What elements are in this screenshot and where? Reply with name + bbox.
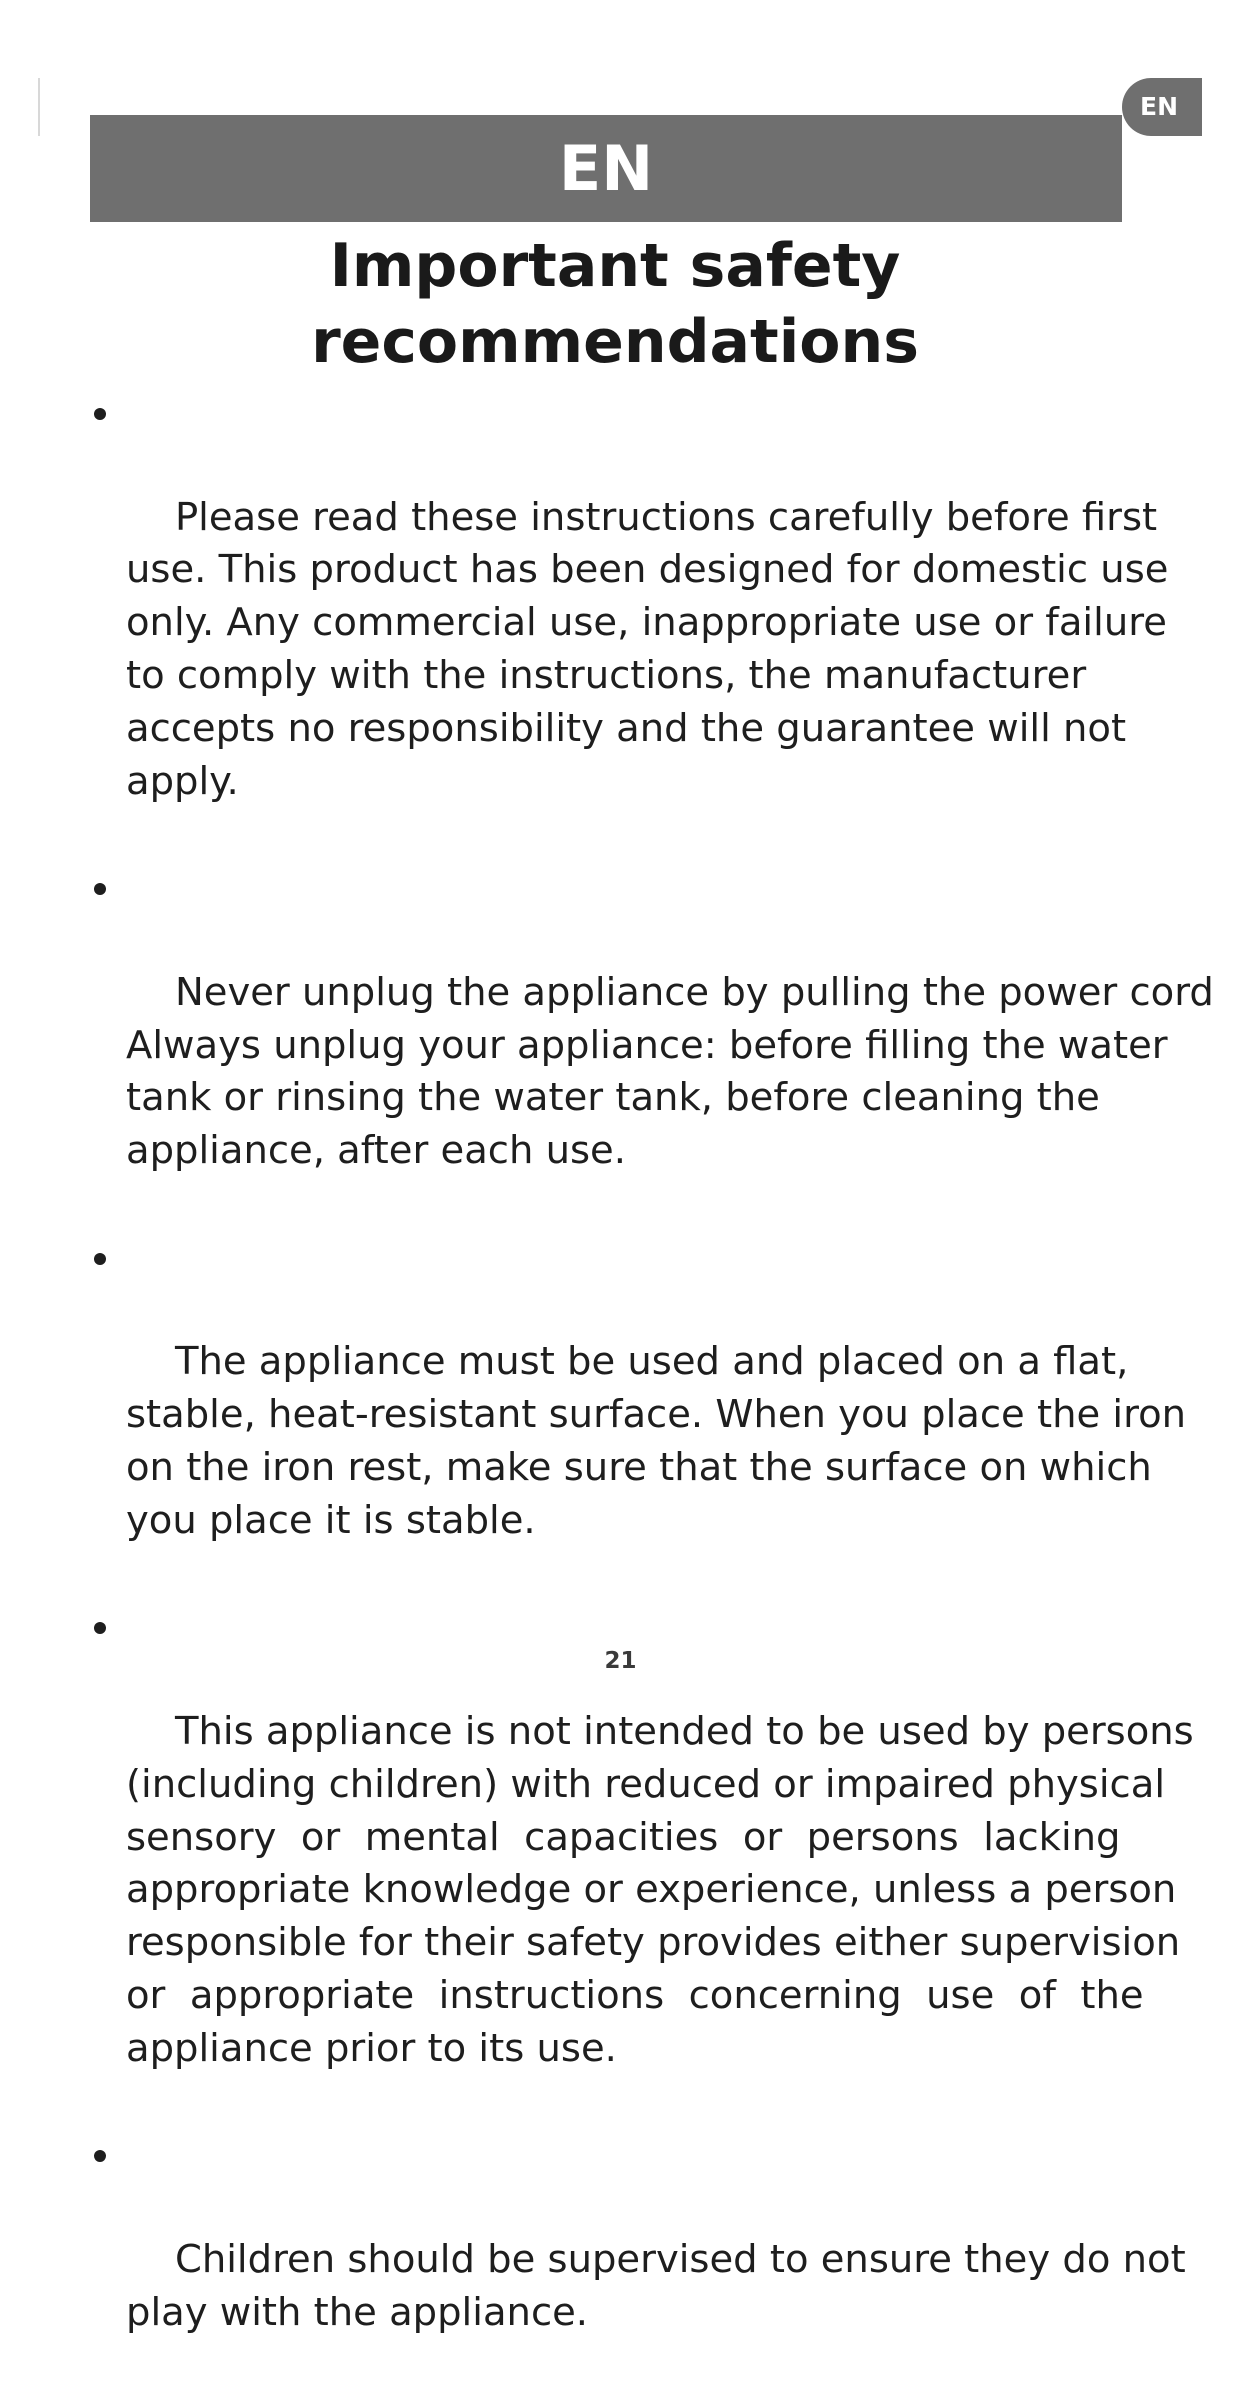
corner-tab-label: EN: [1140, 92, 1179, 121]
bullet-icon: [94, 883, 106, 895]
bullet-icon: [94, 1622, 106, 1634]
page-title: [90, 228, 1140, 380]
list-item-text: Children should be supervised to ensure they do not play with the appliance.: [126, 2236, 1186, 2335]
bullet-icon: [94, 1253, 106, 1265]
language-banner: [90, 115, 1122, 222]
page-number: 21: [604, 1648, 637, 1674]
list-item-text: Please read these instructions carefully before first use. This product has been designed for domestic use only. Any commercial use, inappropriate use or failure to comply with the instructions, the manufacturer accepts no responsibility and the guarantee will not apply.: [126, 494, 1169, 804]
list-item-text: This appliance is not intended to be used by persons (including children) with reduced or impaired physical sensory or mental capacities or persons lacking appropriate knowledge or experience, unless a person responsible for their safety provides either supervision or appropriate instructions concerning use of the appliance prior to its use.: [126, 1708, 1194, 2071]
bullet-icon: [94, 2150, 106, 2162]
list-item: [90, 2128, 1240, 2392]
list-item: [90, 861, 1240, 1231]
title-line-2: recommendations: [311, 307, 919, 377]
list-item-text: Never unplug the appliance by pulling the power cord Always unplug your appliance: before filling the water tank or rinsing the water tank, before cleaning the appliance, after each use.: [126, 969, 1214, 1174]
language-corner-tab: [1122, 78, 1202, 136]
bullet-icon: [94, 408, 106, 420]
list-item-text: The appliance must be used and placed on a flat, stable, heat-resistant surface. When you place the iron on the iron rest, make sure that the surface on which you place it is stable.: [126, 1339, 1187, 1543]
list-item: [90, 1600, 1240, 2128]
banner-label: EN: [558, 132, 654, 205]
title-line-1: Important safety: [329, 231, 901, 301]
scan-edge-mark: [38, 78, 40, 136]
list-item: [90, 386, 1240, 861]
list-item: [90, 1231, 1240, 1601]
safety-recommendations-list: [90, 386, 1240, 2392]
